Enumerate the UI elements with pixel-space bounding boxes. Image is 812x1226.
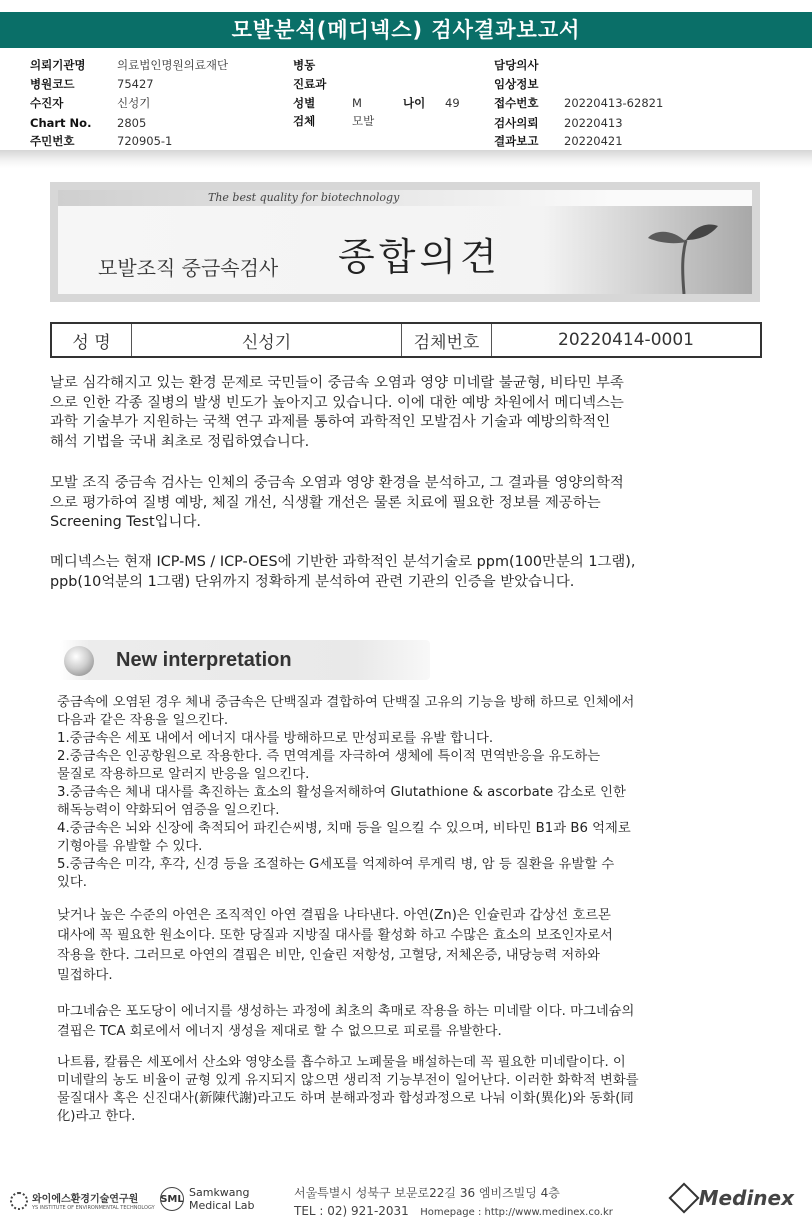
info-row-patient: 수진자 (30, 96, 64, 110)
interpretation-heavy-metals: 중금속에 오염된 경우 체내 중금속은 단백질과 결합하여 단백질 고유의 기능을 방해 하므로 인체에서 다음과 같은 작용을 일으킨다. 1.중금속은 세포 내에서 에너지 대사를 방해하므로 만성피로를 유발 합니다. 2.중금속은 인공항원으로 작용한다. 즉 면역계를 자극하여 생체에 특이적 면역반응을 유도하는 물질로 작용하므로 알러지 반응을 일으킨다. 3.중금속은 체내 대사를 촉진하는 효소의 활성을저해하여 Glutathione & ascorbate 감소로 인한 해독능력이 약화되어 염증을 일으킨다. 4.중금속은 뇌와 신장에 축적되어 파킨슨씨병, 치매 등을 일으킬 수 있으며, 비타민 B1과 B6 억제로 기형아를 유발할 수 있다. 5.중금속은 미각, 후각, 신경 등을 조절하는 G세포를 억제하여 루게릭 병, 암 등 질환을 유발할 수 있다. (57, 695, 635, 890)
footer-address: 서울특별시 성북구 보문로22길 36 엠비즈빌딩 4층 TEL : 02) 921-2031 Homepage : http://www.medinex.co.kr (294, 1186, 613, 1218)
section-heading (60, 640, 430, 680)
info-row-clinical: 임상정보 (494, 77, 539, 91)
ys-institute-logo: 와이에스환경기술연구원 YS INSTITUTE OF ENVIRONMENTAL TECHNOLOGY (10, 1190, 155, 1211)
report-title: 모발분석(메디넥스) 검사결과보고서 (0, 12, 812, 48)
medinex-diamond-icon (668, 1182, 699, 1213)
info-row-report-date: 결과보고 (494, 134, 539, 148)
info-row-sex: 성별 (293, 96, 316, 110)
samkwang-logo: SML Samkwang Medical Lab (160, 1186, 255, 1212)
info-row-request-date: 검사의뢰 (494, 116, 539, 130)
banner-title: 종합의견 (338, 235, 501, 279)
intro-paragraph-1: 날로 심각해지고 있는 환경 문제로 국민들이 중금속 오염과 영양 미네랄 불균형, 비타민 부족 으로 인한 각종 질병의 발생 빈도가 높아지고 있습니다. 이에 대한 예방 차원에서 메디넥스는 과학 기술부가 지원하는 국책 연구 과제를 통하여 과학적인 모발검사 기술과 예방의학적인 해석 기법을 국내 최초로 정립하였습니다. (50, 375, 624, 450)
info-row-doctor: 담당의사 (494, 58, 539, 72)
info-row-age: 나이 (403, 96, 426, 110)
footer-homepage[interactable]: Homepage : http://www.medinex.co.kr (420, 1207, 613, 1218)
interpretation-magnesium: 마그네슘은 포도당이 에너지를 생성하는 과정에 최초의 촉매로 작용을 하는 미네랄 이다. 마그네슘의 결핍은 TCA 회로에서 에너지 생성을 제대로 할 수 없으므로 피로를 유발한다. (57, 1004, 635, 1039)
banner-subtitle: 모발조직 중금속검사 (98, 256, 279, 280)
sun-icon (10, 1192, 28, 1210)
footer-tel: TEL : 02) 921-2031 (294, 1204, 409, 1218)
sprout-icon (632, 210, 722, 294)
info-row-resident-no: 주민번호 (30, 134, 75, 148)
sphere-icon (64, 646, 94, 676)
header-divider (0, 150, 812, 168)
sample-no-value: 20220414-0001 (558, 330, 694, 350)
name-value: 신성기 (132, 324, 402, 356)
info-row-ward: 병동 (293, 58, 316, 72)
sample-no-label: 검체번호 (402, 324, 492, 356)
info-row-institution: 의뢰기관명 (30, 58, 86, 72)
intro-paragraph-2: 모발 조직 중금속 검사는 인체의 중금속 오염과 영양 환경을 분석하고, 그 결과를 영양의학적 으로 평가하여 질병 예방, 체질 개선, 식생활 개선은 물론 치료에 필요한 정보를 제공하는 Screening Test입니다. (50, 475, 624, 530)
footer (0, 1176, 812, 1226)
info-row-specimen: 검체 (293, 114, 316, 128)
patient-name-table (50, 322, 762, 358)
intro-paragraph-3: 메디넥스는 현재 ICP-MS / ICP-OES에 기반한 과학적인 분석기술로 ppm(100만분의 1그램), ppb(10억분의 1그램) 단위까지 정확하게 분석하여 관련 기관의 인증을 받았습니다. (50, 554, 636, 590)
section-title: New interpretation (116, 649, 292, 671)
info-row-receipt-no: 접수번호 (494, 96, 539, 110)
summary-banner (50, 182, 760, 302)
medinex-logo: Medinex (673, 1186, 794, 1210)
banner-motto: The best quality for biotechnology (208, 191, 400, 204)
interpretation-zinc: 낮거나 높은 수준의 아연은 조직적인 아연 결핍을 나타낸다. 아연(Zn)은 인슐린과 갑상선 호르몬 대사에 꼭 필요한 원소이다. 또한 당질과 지방질 대사를 활성화 하고 수많은 효소의 보조인자로서 작용을 한다. 그러므로 아연의 결핍은 비만, 인슐린 저항성, 고혈당, 저체온증, 내당능력 저하와 밀접하다. (57, 908, 613, 983)
name-label: 성 명 (52, 324, 132, 356)
interpretation-sodium-potassium: 나트륨, 칼륨은 세포에서 산소와 영양소를 흡수하고 노폐물을 배설하는데 꼭 필요한 미네랄이다. 이 미네랄의 농도 비율이 균형 있게 유지되지 않으면 생리적 기능부전이 일어난다. 이러한 화학적 변화를 물질대사 혹은 신진대사(新陳代謝)라고도 하며 분해과정과 합성과정으로 나눠 이화(異化)와 동화(同 化)라고 한다. (57, 1055, 639, 1124)
info-row-department: 진료과 (293, 77, 327, 91)
info-row-hospital-code: 병원코드 (30, 77, 75, 91)
info-row-chart-no: Chart No. (30, 116, 92, 130)
